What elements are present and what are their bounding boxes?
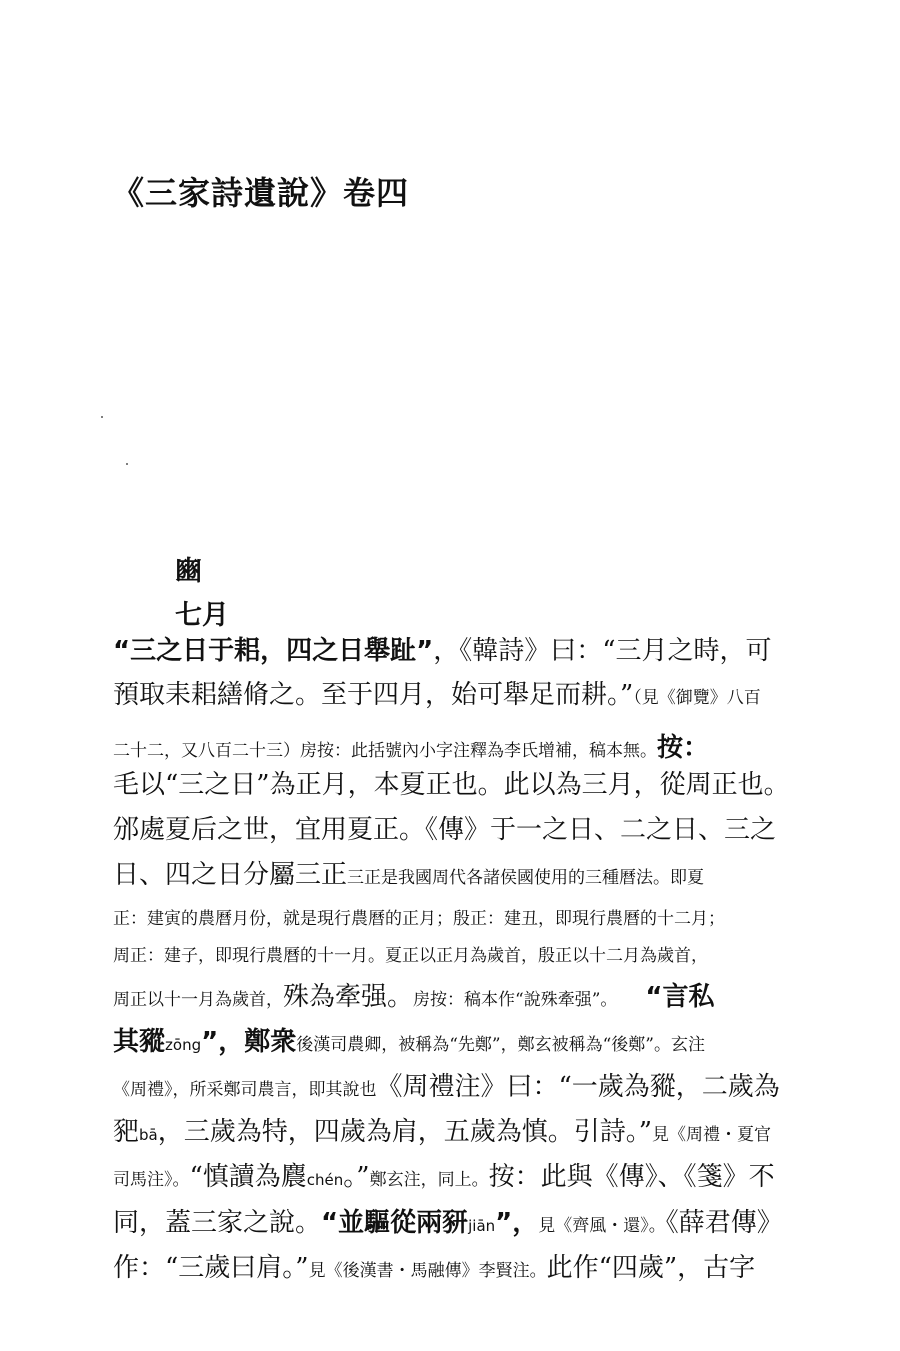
quoted-verse: 其豵 <box>113 1027 166 1057</box>
pinyin: zōng <box>165 1036 202 1054</box>
section-heading: 豳 <box>175 556 202 587</box>
quoted-verse: ”，鄭衆 <box>201 1027 297 1057</box>
body-text: 豝 <box>113 1117 140 1147</box>
annotation-note: 周正：建子，即現行農曆的十一月。夏正以正月為歲首，殷正以十二月為歲首， <box>113 946 708 966</box>
body-text: 日、四之日分屬三正 <box>113 860 348 890</box>
body-text: 《薛君傳》 <box>665 1208 783 1238</box>
text-line <box>113 817 800 843</box>
annotation-note: 見《後漢書・馬融傳》李賢注。 <box>308 1261 547 1281</box>
annotation-note: 房按：稿本作“說殊牽强”。 <box>413 990 618 1010</box>
annotation-note: 見《周禮・夏官 <box>652 1125 772 1145</box>
body-text: 邠處夏后之世，宜用夏正。《傳》于一之日、二之日、三之 <box>113 815 777 845</box>
text-line <box>113 1119 800 1145</box>
body-text: 殊為牽强。 <box>283 982 414 1012</box>
body-text: 同，蓋三家之說。 <box>113 1208 322 1238</box>
text-line <box>113 862 800 888</box>
pinyin: chén <box>306 1171 344 1189</box>
body-text: 。” <box>343 1162 370 1192</box>
quoted-verse: “並驅從兩豜 <box>321 1208 469 1238</box>
scan-speck <box>101 416 103 418</box>
scan-speck <box>126 463 128 465</box>
pinyin: jiān <box>468 1217 496 1235</box>
body-text: ，三歲為特，四歲為肩，五歲為慎。引詩。” <box>157 1117 653 1147</box>
annotation-note: 二十二，又八百二十三）房按：此括號內小字注釋為李氏增補，稿本無。 <box>113 741 657 761</box>
annotation-note: 三正是我國周代各諸侯國使用的三種曆法。即夏 <box>347 868 705 888</box>
text-line <box>113 1029 800 1055</box>
annotation-note: 《周禮》，所采鄭司農言，即其說也 <box>113 1080 377 1100</box>
text-line <box>113 682 800 708</box>
text-line <box>113 1255 800 1281</box>
pinyin: bā <box>139 1126 158 1144</box>
body-text: 預取耒耜繕脩之。至于四月，始可舉足而耕。” <box>113 680 634 710</box>
annotation-note: 後漢司農卿，被稱為“先鄭”，鄭玄被稱為“後鄭”。玄注 <box>296 1035 705 1055</box>
text-line <box>113 1074 800 1100</box>
text-line <box>113 772 800 798</box>
annotation-note: 周正以十一月為歲首， <box>113 990 283 1010</box>
body-text: 按：此與《傳》、《箋》不 <box>488 1162 775 1192</box>
body-text: 《周禮注》曰：“一歲為豵，二歲為 <box>376 1072 780 1102</box>
annotation-note: 鄭玄注，同上。 <box>369 1170 489 1190</box>
body-text: ，《韓詩》曰：“三月之時，可 <box>433 636 772 666</box>
quoted-verse: “言私 <box>645 982 715 1012</box>
body-text: 毛以“三之日”為正月，本夏正也。此以為三月，從周正也。 <box>113 770 790 800</box>
annotation-note: 正：建寅的農曆月份，就是現行農曆的正月；殷正：建丑，即現行農曆的十二月； <box>113 909 725 929</box>
annotation-note: 見《齊風・還》。 <box>538 1216 666 1236</box>
page-title: 《三家詩遺說》卷四 <box>112 174 410 212</box>
text-line <box>113 1210 800 1236</box>
text-line <box>113 948 800 965</box>
body-text: 作：“三歲曰肩。” <box>113 1253 309 1283</box>
annotation-note: （見《御覽》八百 <box>633 688 761 708</box>
text-line <box>113 638 800 664</box>
body-text: 此作“四歲”，古字 <box>546 1253 756 1283</box>
text-line <box>113 735 800 761</box>
body-text: “慎讀為麎 <box>189 1162 307 1192</box>
poem-title: 七月 <box>175 600 229 631</box>
text-line <box>113 984 800 1010</box>
text-line <box>113 911 800 928</box>
body-text: 按： <box>657 733 710 763</box>
quoted-verse: ”， <box>495 1208 539 1238</box>
text-line <box>113 1164 800 1190</box>
quoted-verse: “三之日于耜，四之日舉趾” <box>113 636 434 666</box>
annotation-note: 司馬注》。 <box>113 1170 190 1190</box>
